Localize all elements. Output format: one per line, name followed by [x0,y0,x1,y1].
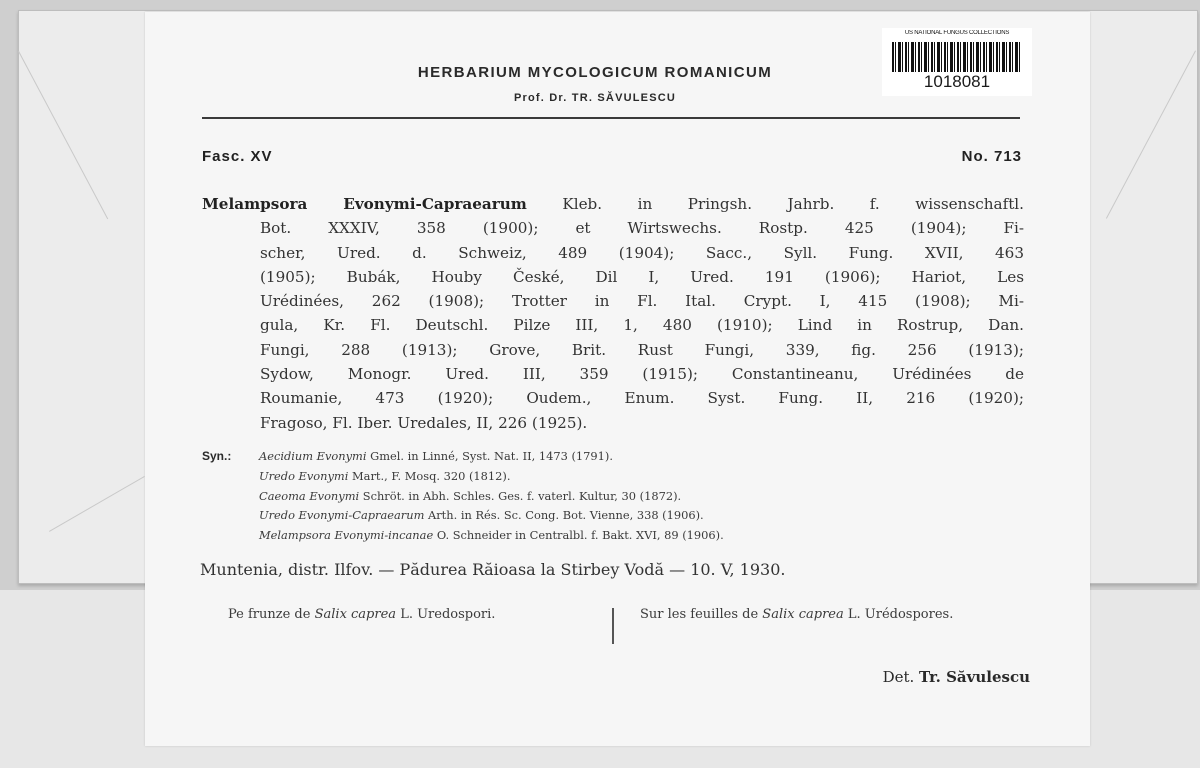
barcode-number: 1018081 [923,72,991,91]
host-french: Sur les feuilles de Salix caprea L. Urédospores. [640,607,954,622]
species-name: Melampsora Evonymi-Capraearum [202,195,527,213]
institution-title: HERBARIUM MYCOLOGICUM ROMANICUM [417,64,773,81]
citation-line: Fungi, 288 (1913); Grove, Brit. Rust Fungi, 339, fig. 256 (1913); [260,340,1024,359]
barcode-bars [892,42,1022,72]
species-citation [202,192,1024,435]
citation-line: Sydow, Monogr. Ured. III, 359 (1915); Constantineanu, Urédinées de [260,365,1024,384]
citation-line: scher, Ured. d. Schweiz, 489 (1904); Sacc., Syll. Fung. XVII, 463 [260,243,1024,262]
citation-line: Urédinées, 262 (1908); Trotter in Fl. Ital. Crypt. I, 415 (1908); Mi- [260,292,1024,311]
packet-flap-fold [18,51,108,219]
language-divider [612,608,614,644]
synonym-item: Uredo Evonymi-Capraearum Arth. in Rés. Sc. Cong. Bot. Vienne, 338 (1906). [259,508,704,523]
fascicle-number: Fasc. XV [202,148,273,165]
determiner-name: Tr. Săvulescu [919,668,1030,686]
synonyms-label: Syn.: [202,449,232,463]
citation-line: Bot. XXXIV, 358 (1900); et Wirtswechs. Rostp. 425 (1904); Fi- [260,219,1024,238]
institution-director: Prof. Dr. TR. SĂVULESCU [513,92,677,104]
citation-line: Fragoso, Fl. Iber. Uredales, II, 226 (1925). [260,413,588,432]
citation-line: gula, Kr. Fl. Deutschl. Pilze III, 1, 480 (1910); Lind in Rostrup, Dan. [260,316,1024,335]
synonym-item: Caeoma Evonymi Schröt. in Abh. Schles. Ges. f. vaterl. Kultur, 30 (1872). [259,488,682,503]
citation-line: Roumanie, 473 (1920); Oudem., Enum. Syst. Fung. II, 216 (1920); [260,389,1024,408]
host-name: Salix caprea [762,607,844,622]
synonyms-list [259,447,724,546]
synonym-item: Melampsora Evonymi-incanae O. Schneider in Centralbl. f. Bakt. XVI, 89 (1906). [259,528,724,543]
header-rule [202,117,1020,119]
host-romanian: Pe frunze de Salix caprea L. Uredospori. [228,607,496,622]
exsiccata-number: No. 713 [961,148,1022,165]
packet-flap-fold [49,476,145,532]
barcode-collection-name: US NATIONAL FUNGUS COLLECTIONS [904,30,1010,36]
synonym-item: Aecidium Evonymi Gmel. in Linné, Syst. Nat. II, 1473 (1791). [259,449,613,463]
host-name: Salix caprea [314,607,397,622]
citation-line: (1905); Bubák, Houby České, Dil I, Ured. 191 (1906); Hariot, Les [260,267,1024,286]
synonym-item: Uredo Evonymi Mart., F. Mosq. 320 (1812). [259,468,511,483]
citation-line: Melampsora Evonymi-Capraearum Kleb. in Pringsh. Jahrb. f. wissenschaftl. [202,195,1024,213]
barcode-label [882,28,1032,96]
packet-flap-fold [1106,51,1196,219]
determiner: Det. Tr. Săvulescu [882,668,1030,686]
collection-locality: Muntenia, distr. Ilfov. — Pădurea Răioasa la Stirbey Vodă — 10. V, 1930. [200,560,786,579]
